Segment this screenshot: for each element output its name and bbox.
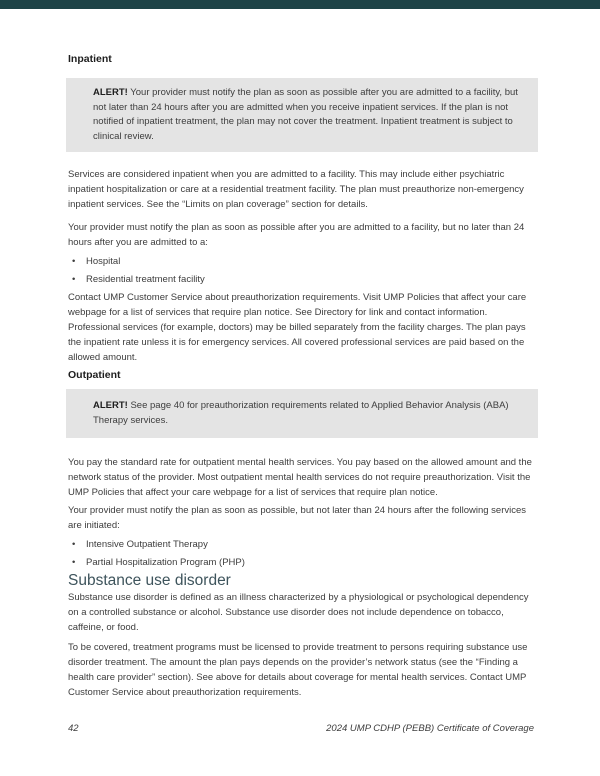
footer-doc-title: 2024 UMP CDHP (PEBB) Certificate of Coverage [326, 723, 534, 734]
alert-box-outpatient [66, 389, 538, 438]
heading-outpatient: Outpatient [68, 369, 121, 381]
page-content [68, 0, 540, 700]
list-item-intensive-outpatient: • Intensive Outpatient Therapy [68, 537, 540, 552]
list-item-residential: • Residential treatment facility [68, 272, 540, 287]
alert-label: ALERT! [93, 87, 128, 98]
list-item-php: • Partial Hospitalization Program (PHP) [68, 555, 540, 570]
alert-text: Your provider must notify the plan as soon as possible after you are admitted to a facility, but not later than 24 hours after you are admitted when you receive inpatient services. If the plan is not notified of inpatient treatment, the plan may not cover the treatment. Inpatient treatment is subject to clinical review. [93, 87, 518, 142]
paragraph-outpatient-notify: Your provider must notify the plan as soon as possible, but not later than 24 hours after the following services are initiated: [68, 505, 527, 531]
heading-substance-use-disorder: Substance use disorder [68, 572, 231, 589]
outpatient-services-list [68, 537, 540, 570]
inpatient-facility-list [68, 254, 540, 287]
paragraph-inpatient-services: Services are considered inpatient when you are admitted to a facility. This may include either psychiatric inpatient hospitalization or care at a residential treatment facility. The plan must preauthorize non-emergency inpatient services. See the “Limits on plan coverage” section for details. [68, 169, 524, 210]
alert-label: ALERT! [93, 400, 128, 411]
heading-inpatient: Inpatient [68, 53, 112, 65]
alert-text: See page 40 for preauthorization requirements related to Applied Behavior Analysis (ABA) Therapy services. [93, 400, 509, 426]
paragraph-outpatient-rate: You pay the standard rate for outpatient mental health services. You pay based on the allowed amount and the network status of the provider. Most outpatient mental health services do not require preauthorization. Visit the UMP Policies that affect your care webpage for a list of services that require plan notice. [68, 457, 532, 498]
list-item-hospital: • Hospital [68, 254, 540, 269]
footer-page-number: 42 [68, 723, 79, 734]
paragraph-inpatient-notify: Your provider must notify the plan as soon as possible after you are admitted to a facility, but no later than 24 hours after you are admitted to a: [68, 222, 525, 248]
paragraph-inpatient-professional: Professional services (for example, doctors) may be billed separately from the facility charges. The plan pays the inpatient rate unless it is for emergency services. All covered professional services are paid based on the allowed amount. [68, 322, 526, 363]
alert-box-inpatient [66, 78, 538, 152]
paragraph-substance-coverage: To be covered, treatment programs must be licensed to provide treatment to persons requiring substance use disorder treatment. The amount the plan pays depends on the provider’s network status (see the “Finding a health care provider” section). See above for details about coverage for mental health services. Contact UMP Customer Service about preauthorization requirements. [68, 642, 528, 698]
paragraph-substance-definition: Substance use disorder is defined as an illness characterized by a physiological or psychological dependency on a controlled substance or alcohol. Substance use disorder does not include dependence on tobacco, caffeine, or food. [68, 592, 529, 633]
paragraph-inpatient-contact: Contact UMP Customer Service about preauthorization requirements. Visit UMP Policies that affect your care webpage for a list of services that require plan notice. See Directory for link and contact information. [68, 292, 527, 318]
page-footer [68, 723, 534, 734]
